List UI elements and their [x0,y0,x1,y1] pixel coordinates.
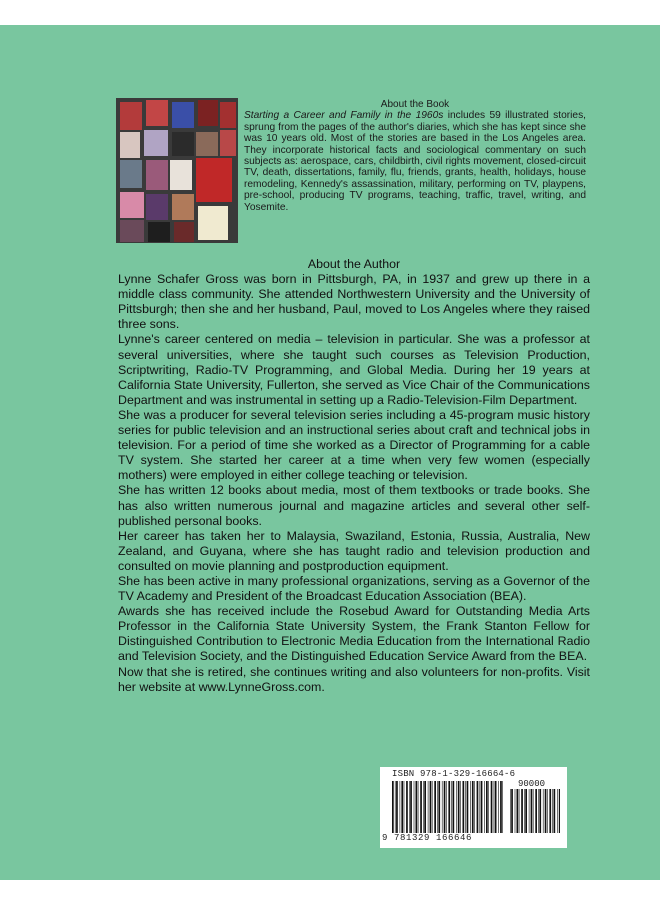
barcode-bar [502,781,503,833]
author-paragraph: Lynne's career centered on media – television in particular. She was a professor at several universities, where she taught such courses as Television Production, Scriptwriting, Radio-TV Programming, and Global Media. During her 19 years at California State University, Fullerton, she served as Vice Chair of the Communications Department and was instrumental in setting up a Radio-Television-Film Department. [118,332,590,407]
barcode-bar [396,781,398,833]
barcode-bar [538,789,539,833]
barcode-bar [477,781,479,833]
ean-bars [392,781,504,833]
barcode-bar [511,789,513,833]
author-paragraph: She has written 12 books about media, most of them textbooks or trade books. She has also written numerous journal and magazine articles and several other self-published personal books. [118,483,590,528]
barcode-bar [521,789,523,833]
barcode-bar [545,789,547,833]
barcode-bar [531,789,533,833]
barcode-bar [438,781,440,833]
about-the-book [244,99,586,213]
book-title: Starting a Career and Family in the 1960s [244,110,444,122]
about-book-text: includes 59 illustrated stories, sprung from the pages of the author's diaries, which she has kept since she was 10 years old. Most of the stories are based in the Los Angeles area. They incorporate historical facts and sociological commentary on such subjects as: aerospace, cars, childbirth, civil rights movement, closed-circuit TV, death, dissertations, family, flu, friends, grants, health, holidays, house remodeling, Kennedy's assassination, military, performing on TV, playpens, pre-school, producing TV programs, teaching, traffic, travel, writing, and Yosemite. [244,110,586,213]
barcode-bar [554,789,556,833]
barcode-bar [481,781,483,833]
back-cover [0,25,660,880]
barcode-bar [470,781,471,833]
barcode-bar [437,781,438,833]
barcode-bar [465,781,466,833]
isbn-barcode [380,767,567,848]
barcode-bar [463,781,465,833]
isbn-label: ISBN 978-1-329-16664-6 [392,769,516,779]
barcode-bar [498,781,499,833]
barcode-bar [547,789,548,833]
barcode-bar [404,781,405,833]
barcode-bar [406,781,408,833]
barcode-bar [524,789,525,833]
barcode-bar [424,781,426,833]
author-paragraph: Lynne Schafer Gross was born in Pittsburgh, PA, in 1937 and grew up there in a middle class community. She attended Northwestern University and the University of Pittsburgh; then she and her husband, Paul, moved to Los Angeles where they raised three sons. [118,272,590,332]
barcode-bar [414,781,415,833]
barcode-bar [491,781,493,833]
ean-digits: 9 781329 166646 [382,833,473,843]
author-paragraph: She has been active in many professional organizations, serving as a Governor of the TV Academy and President of the Broadcast Education Association (BEA). [118,573,590,604]
barcode-bar [460,781,461,833]
barcode-bar [517,789,519,833]
diaries-photo [116,98,238,243]
barcode-bar [453,781,455,833]
barcode-bar [515,789,516,833]
author-paragraph: Her career has taken her to Malaysia, Swaziland, Estonia, Russia, Australia, New Zealand, and Guyana, where she has taught radio and television production and consulted on movie planning and postproduction equipment. [118,528,590,573]
about-author-heading: About the Author [307,257,401,271]
barcode-bar [510,789,511,833]
about-book-heading: About the Book [380,99,450,110]
barcode-bar [519,789,520,833]
barcode-bar [400,781,401,833]
barcode-bar [474,781,475,833]
barcode-bar [552,789,553,833]
addon-price-code: 90000 [518,779,546,789]
barcode-bar [484,781,485,833]
barcode-bar [533,789,534,833]
barcode-bar [428,781,429,833]
about-book-body [244,110,586,213]
barcode-bar [495,781,497,833]
barcode-bar [416,781,418,833]
addon-bars [510,789,560,833]
barcode-bar [442,781,443,833]
barcode-bar [434,781,436,833]
barcode-bar [549,789,551,833]
barcode-bar [500,781,502,833]
barcode-bar [448,781,450,833]
barcode-bar [486,781,488,833]
about-the-author [118,257,590,695]
barcode-bar [409,781,410,833]
barcode-bar [472,781,474,833]
barcode-bar [444,781,446,833]
barcode-bar [423,781,424,833]
barcode-bar [543,789,544,833]
barcode-bar [401,781,403,833]
author-paragraph: Awards she has received include the Rosebud Award for Outstanding Media Arts Professor in the California State University System, the Frank Stanton Fellow for Distinguished Contribution to Electronic Media Education from the International Radio and Television Society, and the Distinguished Education Service Award from the BEA. [118,604,590,664]
barcode-bar [535,789,537,833]
barcode-bar [480,781,481,833]
barcode-bar [395,781,396,833]
barcode-bar [446,781,447,833]
barcode-bar [525,789,527,833]
barcode-bar [488,781,489,833]
author-paragraph: Now that she is retired, she continues writing and also volunteers for non-profits. Visit her website at www.LynneGross.com. [118,664,590,694]
barcode-bar [392,781,394,833]
barcode-bar [410,781,412,833]
barcode-bar [420,781,422,833]
barcode-bar [494,781,495,833]
barcode-bar [539,789,541,833]
barcode-bar [557,789,558,833]
barcode-bar [430,781,432,833]
barcode-bar [456,781,457,833]
barcode-bar [418,781,419,833]
barcode-bar [458,781,460,833]
barcode-bar [559,789,560,833]
barcode-bar [467,781,469,833]
barcode-bar [451,781,452,833]
barcode-bar [432,781,433,833]
barcode-bar [529,789,530,833]
author-paragraph: She was a producer for several television series including a 45-program music history series for public television and an instructional series about craft and technical jobs in television. For a period of time she worked as a Director of Programming for a cable TV system. She started her career at a time when very few women (especially mothers) were employed in either college teaching or television. [118,407,590,483]
